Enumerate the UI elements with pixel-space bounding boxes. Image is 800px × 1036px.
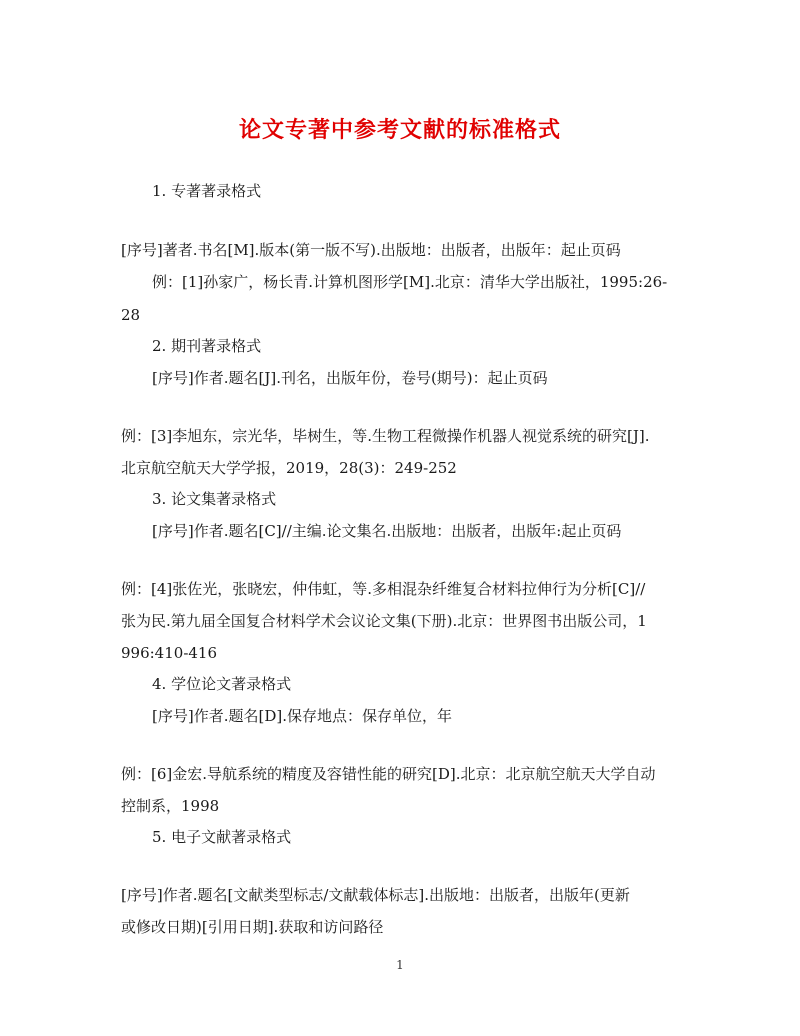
- example-line-3b: 张为民.第九届全国复合材料学术会议论文集(下册).北京：世界图书出版公司，1: [121, 612, 647, 630]
- format-line-5b: 或修改日期)[引用日期].获取和访问路径: [121, 918, 384, 936]
- section-heading-3: 3. 论文集著录格式: [152, 490, 277, 508]
- format-line-3: [序号]作者.题名[C]//主编.论文集名.出版地：出版者，出版年:起止页码: [152, 522, 622, 540]
- example-line-3c: 996:410-416: [121, 644, 218, 662]
- format-line-2: [序号]作者.题名[J].刊名，出版年份，卷号(期号)：起止页码: [152, 369, 548, 387]
- document-title: 论文专著中参考文献的标准格式: [238, 117, 561, 143]
- section-heading-1: 1. 专著著录格式: [152, 182, 262, 200]
- section-heading-4: 4. 学位论文著录格式: [152, 675, 292, 693]
- section-heading-5: 5. 电子文献著录格式: [152, 828, 292, 846]
- example-line-1b: 28: [121, 306, 141, 324]
- example-line-2a: 例：[3]李旭东，宗光华，毕树生，等.生物工程微操作机器人视觉系统的研究[J].: [121, 427, 650, 445]
- example-line-2b: 北京航空航天大学学报，2019，28(3)：249-252: [121, 459, 457, 477]
- example-line-1a: 例：[1]孙家广，杨长青.计算机图形学[M].北京：清华大学出版社，1995:26-: [152, 273, 668, 291]
- format-line-4: [序号]作者.题名[D].保存地点：保存单位，年: [152, 707, 452, 725]
- example-line-3a: 例：[4]张佐光，张晓宏，仲伟虹，等.多相混杂纤维复合材料拉伸行为分析[C]//: [121, 580, 646, 598]
- example-line-4a: 例：[6]金宏.导航系统的精度及容错性能的研究[D].北京：北京航空航天大学自动: [121, 765, 656, 783]
- section-heading-2: 2. 期刊著录格式: [152, 337, 262, 355]
- format-line-1: [序号]著者.书名[M].版本(第一版不写).出版地：出版者，出版年：起止页码: [121, 241, 621, 259]
- format-line-5a: [序号]作者.题名[文献类型标志/文献载体标志].出版地：出版者，出版年(更新: [121, 886, 630, 904]
- page-number: 1: [396, 958, 404, 972]
- example-line-4b: 控制系，1998: [121, 797, 220, 815]
